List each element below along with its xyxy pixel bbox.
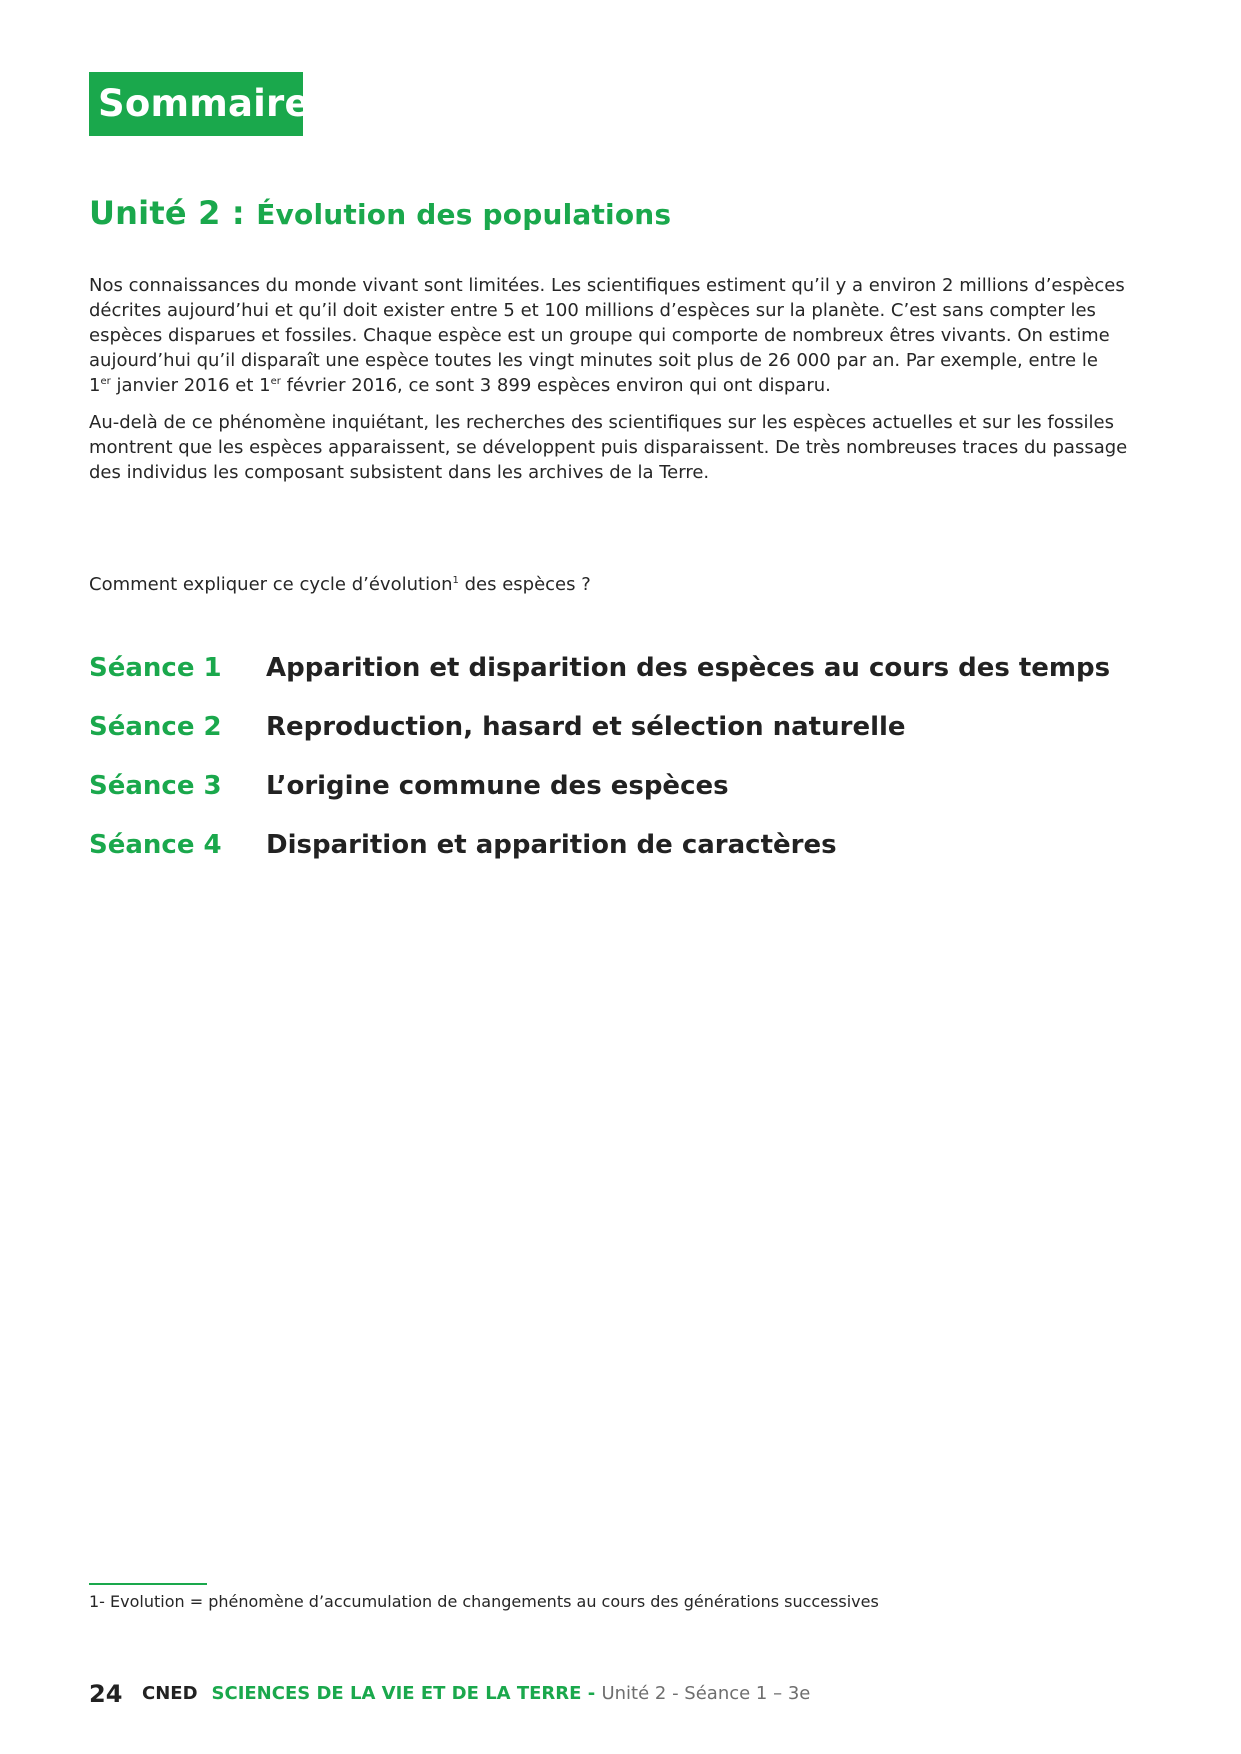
seance-list bbox=[89, 650, 1189, 886]
text-line: des individus les composant subsistent dans les archives de la Terre. bbox=[89, 462, 710, 483]
unit-title bbox=[89, 194, 671, 232]
footnote-divider bbox=[89, 1583, 207, 1585]
text-line: Au-delà de ce phénomène inquiétant, les recherches des scientifiques sur les espèces actuelles et sur les fossiles bbox=[89, 412, 1114, 433]
intro-paragraph-1 bbox=[89, 273, 1149, 398]
seance-title: Reproduction, hasard et sélection naturelle bbox=[266, 712, 906, 742]
footnote-ref: 1 bbox=[452, 575, 459, 586]
seance-item-1[interactable] bbox=[89, 650, 1189, 709]
guiding-question: Comment expliquer ce cycle d’évolution$^1$ des espèces ? bbox=[89, 574, 591, 595]
footer-brand: CNED bbox=[142, 1683, 198, 1704]
intro-paragraph-2 bbox=[89, 410, 1149, 485]
seance-item-4[interactable] bbox=[89, 827, 1189, 886]
footer-subject: SCIENCES DE LA VIE ET DE LA TERRE bbox=[211, 1683, 582, 1704]
footer-detail: Unité 2 - Séance 1 – 3e bbox=[601, 1683, 811, 1704]
text-line: décrites aujourd’hui et qu’il doit exister entre 5 et 100 millions d’espèces sur la planète. C’est sans compter les bbox=[89, 300, 1096, 321]
text-line: espèces disparues et fossiles. Chaque espèce est un groupe qui comporte de nombreux êtres vivants. On estime bbox=[89, 325, 1110, 346]
page-number: 24 bbox=[89, 1680, 123, 1708]
text-line: 1er janvier 2016 et 1er février 2016, ce sont 3 899 espèces environ qui ont disparu. bbox=[89, 375, 831, 396]
text-line: Nos connaissances du monde vivant sont limitées. Les scientifiques estiment qu’il y a environ 2 millions d’espèces bbox=[89, 275, 1125, 296]
seance-title: L’origine commune des espèces bbox=[266, 771, 729, 801]
text-line: aujourd’hui qu’il disparaît une espèce toutes les vingt minutes soit plus de 26 000 par an. Par exemple, entre le bbox=[89, 350, 1098, 371]
footer-text bbox=[142, 1681, 810, 1707]
seance-number: Séance 3 bbox=[89, 771, 222, 801]
seance-item-3[interactable] bbox=[89, 768, 1189, 827]
footnote: 1- Evolution = phénomène d’accumulation de changements au cours des générations successives bbox=[89, 1592, 879, 1611]
seance-number: Séance 2 bbox=[89, 712, 222, 742]
seance-number: Séance 1 bbox=[89, 653, 222, 683]
superscript: er bbox=[270, 376, 281, 387]
seance-title: Disparition et apparition de caractères bbox=[266, 830, 837, 860]
text-line: montrent que les espèces apparaissent, se développent puis disparaissent. De très nombreuses traces du passage bbox=[89, 437, 1128, 458]
seance-title: Apparition et disparition des espèces au cours des temps bbox=[266, 653, 1111, 683]
summary-banner: Sommaire bbox=[89, 72, 303, 136]
seance-number: Séance 4 bbox=[89, 830, 222, 860]
unit-name: Évolution des populations bbox=[256, 198, 672, 231]
footer-separator: - bbox=[581, 1683, 602, 1704]
unit-prefix: Unité 2 : bbox=[89, 194, 245, 232]
superscript: er bbox=[100, 376, 111, 387]
seance-item-2[interactable] bbox=[89, 709, 1189, 768]
